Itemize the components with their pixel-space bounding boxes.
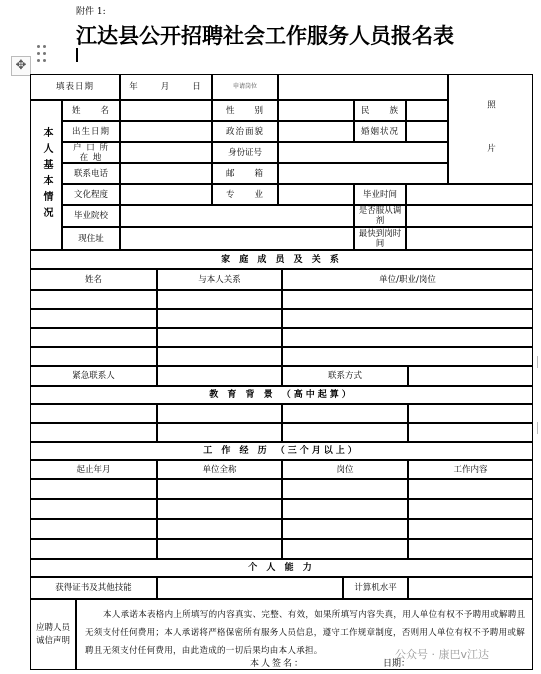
name-label: 姓 名 bbox=[62, 100, 120, 121]
obey-field[interactable] bbox=[406, 205, 533, 227]
address-label: 现住址 bbox=[62, 227, 120, 250]
computer-label: 计算机水平 bbox=[343, 577, 408, 599]
family-row-cell[interactable] bbox=[30, 290, 157, 309]
pledge-text: 本人承诺本表格内上所填写的内容真实、完整、有效，如果所填写内容失真，用人单位有权不予聘用或解聘且无须支付任何费用；本人承诺将严格保密所有服务人员信息，遵守工作规章制度，否则用人单位有权不予聘用或解聘且无须支付任何费用，由此造成的一切后果均由本人承担。 bbox=[76, 599, 533, 670]
drag-handle-icon[interactable] bbox=[36, 44, 50, 66]
computer-field[interactable] bbox=[408, 577, 533, 599]
report-time-label: 最快到岗时间 bbox=[354, 227, 406, 250]
work-row-cell[interactable] bbox=[408, 539, 533, 559]
family-row-cell[interactable] bbox=[282, 328, 533, 347]
education-row-cell[interactable] bbox=[408, 423, 533, 442]
photo-box[interactable] bbox=[448, 74, 533, 184]
grad-time-field[interactable] bbox=[406, 184, 533, 205]
political-label: 政治面貌 bbox=[212, 121, 278, 142]
education-row-cell[interactable] bbox=[157, 404, 282, 423]
text-cursor bbox=[76, 48, 78, 62]
apply-post-value[interactable] bbox=[278, 74, 448, 100]
fill-date-value[interactable]: 年 月 日 bbox=[120, 74, 212, 100]
skills-section-header: 个 人 能 力 bbox=[30, 559, 533, 577]
apply-post-field[interactable] bbox=[212, 74, 278, 100]
family-row-cell[interactable] bbox=[157, 290, 282, 309]
basic-info-section: 本人基本情况 bbox=[30, 100, 62, 250]
work-row-cell[interactable] bbox=[157, 479, 282, 499]
signature-label: 本人签名： bbox=[250, 659, 306, 669]
education-row-cell[interactable] bbox=[157, 423, 282, 442]
hukou-label: 户 口 所 在 地 bbox=[62, 142, 120, 163]
obey-label: 是否服从调剂 bbox=[354, 205, 406, 227]
school-label: 毕业院校 bbox=[62, 205, 120, 227]
education-section-header: 教 育 背 景 （高中起算） bbox=[30, 386, 533, 404]
scroll-marker bbox=[537, 356, 541, 368]
contact-method-label: 联系方式 bbox=[282, 366, 408, 386]
major-label: 专 业 bbox=[212, 184, 278, 205]
cert-field[interactable] bbox=[157, 577, 343, 599]
address-field[interactable] bbox=[120, 227, 354, 250]
family-row-cell[interactable] bbox=[30, 347, 157, 366]
education-row-cell[interactable] bbox=[282, 423, 408, 442]
email-label: 邮 箱 bbox=[212, 163, 278, 184]
family-row-cell[interactable] bbox=[282, 290, 533, 309]
ethnicity-field[interactable] bbox=[406, 100, 448, 121]
marital-field[interactable] bbox=[406, 121, 448, 142]
registration-form bbox=[30, 74, 533, 670]
education-row-cell[interactable] bbox=[282, 404, 408, 423]
fill-date-label: 填表日期 bbox=[30, 74, 120, 100]
work-row-cell[interactable] bbox=[157, 499, 282, 519]
education-row-cell[interactable] bbox=[408, 404, 533, 423]
report-time-field[interactable] bbox=[406, 227, 533, 250]
emergency-contact-label: 紧急联系人 bbox=[30, 366, 157, 386]
family-section-header: 家 庭 成 员 及 关 系 bbox=[30, 250, 533, 269]
work-row-cell[interactable] bbox=[157, 539, 282, 559]
major-field[interactable] bbox=[278, 184, 354, 205]
family-col-relation: 与本人关系 bbox=[157, 269, 282, 290]
page-title: 江达县公开招聘社会工作服务人员报名表 bbox=[76, 23, 454, 48]
birth-label: 出生日期 bbox=[62, 121, 120, 142]
family-col-name: 姓名 bbox=[30, 269, 157, 290]
email-field[interactable] bbox=[278, 163, 448, 184]
contact-method-field[interactable] bbox=[408, 366, 533, 386]
education-row-cell[interactable] bbox=[30, 423, 157, 442]
gender-field[interactable] bbox=[278, 100, 354, 121]
family-row-cell[interactable] bbox=[157, 347, 282, 366]
hukou-field[interactable] bbox=[120, 142, 212, 163]
school-field[interactable] bbox=[120, 205, 354, 227]
name-field[interactable] bbox=[120, 100, 212, 121]
work-row-cell[interactable] bbox=[408, 479, 533, 499]
family-row-cell[interactable] bbox=[282, 309, 533, 328]
work-col-content: 工作内容 bbox=[408, 460, 533, 479]
work-row-cell[interactable] bbox=[408, 499, 533, 519]
emergency-contact-field[interactable] bbox=[157, 366, 282, 386]
work-row-cell[interactable] bbox=[282, 479, 408, 499]
phone-field[interactable] bbox=[120, 163, 212, 184]
scroll-marker bbox=[537, 422, 541, 434]
work-col-period: 起止年月 bbox=[30, 460, 157, 479]
birth-field[interactable] bbox=[120, 121, 212, 142]
ethnicity-label: 民 族 bbox=[354, 100, 406, 121]
attachment-label: 附件 1: bbox=[76, 7, 106, 17]
education-level-label: 文化程度 bbox=[62, 184, 120, 205]
phone-label: 联系电话 bbox=[62, 163, 120, 184]
work-col-unit: 单位全称 bbox=[157, 460, 282, 479]
family-row-cell[interactable] bbox=[30, 309, 157, 328]
work-row-cell[interactable] bbox=[30, 479, 157, 499]
table-move-icon[interactable]: ✥ bbox=[11, 56, 31, 76]
work-row-cell[interactable] bbox=[282, 539, 408, 559]
cert-label: 获得证书及其他技能 bbox=[30, 577, 157, 599]
family-row-cell[interactable] bbox=[30, 328, 157, 347]
work-row-cell[interactable] bbox=[282, 519, 408, 539]
signature-date-label: 日期： bbox=[383, 659, 411, 669]
work-section-header: 工 作 经 历 （三个月以上） bbox=[30, 442, 533, 460]
id-field[interactable] bbox=[278, 142, 448, 163]
family-row-cell[interactable] bbox=[157, 309, 282, 328]
apply-post-hint: 申请岗位 bbox=[232, 83, 257, 90]
work-row-cell[interactable] bbox=[408, 519, 533, 539]
education-level-field[interactable] bbox=[120, 184, 212, 205]
marital-label: 婚姻状况 bbox=[354, 121, 406, 142]
education-row-cell[interactable] bbox=[30, 404, 157, 423]
id-label: 身份证号 bbox=[212, 142, 278, 163]
work-row-cell[interactable] bbox=[30, 519, 157, 539]
grad-time-label: 毕业时间 bbox=[354, 184, 406, 205]
political-field[interactable] bbox=[278, 121, 354, 142]
pledge-label: 应聘人员诚信声明 bbox=[30, 599, 76, 670]
work-col-post: 岗位 bbox=[282, 460, 408, 479]
work-row-cell[interactable] bbox=[30, 499, 157, 519]
work-row-cell[interactable] bbox=[30, 539, 157, 559]
watermark: 公众号 · 康巴v江达 bbox=[395, 648, 489, 661]
gender-label: 性 别 bbox=[212, 100, 278, 121]
family-col-unit: 单位/职业/岗位 bbox=[282, 269, 533, 290]
family-row-cell[interactable] bbox=[282, 347, 533, 366]
family-row-cell[interactable] bbox=[157, 328, 282, 347]
work-row-cell[interactable] bbox=[282, 499, 408, 519]
work-row-cell[interactable] bbox=[157, 519, 282, 539]
photo-label: 照 片 bbox=[485, 100, 496, 158]
